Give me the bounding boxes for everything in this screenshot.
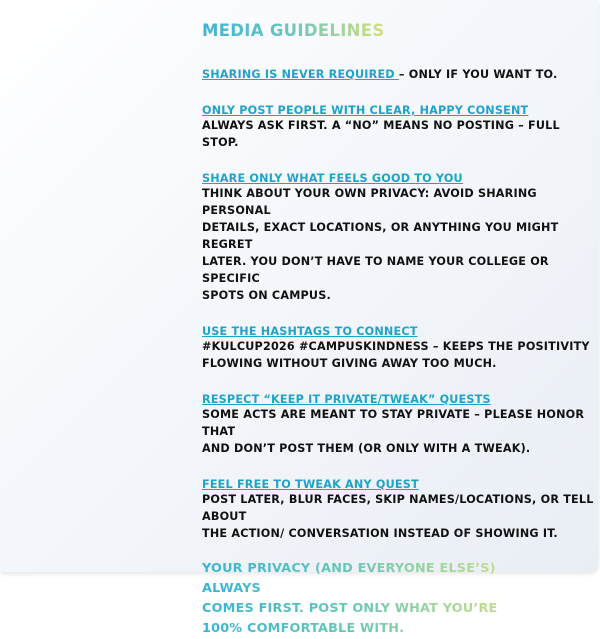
guideline-text: – ONLY IF YOU WANT TO. (398, 68, 558, 81)
guideline-text: ALWAYS ASK FIRST. A “NO” MEANS NO POSTING – FULL STOP. (202, 119, 560, 149)
guideline-hashtags (202, 321, 598, 372)
guideline-heading: SHARE ONLY WHAT FEELS GOOD TO YOU (202, 172, 463, 185)
privacy-footer-statement: YOUR PRIVACY (AND EVERYONE ELSE’S) ALWAYS COMES FIRST. POST ONLY WHAT YOU’RE 100% COMFORTABLE WITH. (202, 559, 532, 639)
guidelines-content (202, 20, 598, 639)
guideline-text: #KULCUP2026 #CAMPUSKINDNESS – KEEPS THE POSITIVITY FLOWING WITHOUT GIVING AWAY TOO MUCH. (202, 340, 590, 370)
guideline-privacy (202, 168, 598, 304)
guideline-consent (202, 100, 598, 151)
guideline-heading: SHARING IS NEVER REQUIRED (202, 68, 399, 81)
guideline-private-quests (202, 389, 598, 457)
guideline-heading: RESPECT “KEEP IT PRIVATE/TWEAK” QUESTS (202, 393, 491, 406)
guideline-sharing-optional (202, 63, 598, 83)
guideline-text: POST LATER, BLUR FACES, SKIP NAMES/LOCATIONS, OR TELL ABOUT THE ACTION/ CONVERSATION INSTEAD OF SHOWING IT. (202, 493, 594, 540)
guideline-tweak (202, 474, 598, 542)
page-title: MEDIA GUIDELINES (202, 21, 385, 40)
guideline-heading: FEEL FREE TO TWEAK ANY QUEST (202, 478, 419, 491)
guideline-text: THINK ABOUT YOUR OWN PRIVACY: AVOID SHARING PERSONAL DETAILS, EXACT LOCATIONS, OR ANYTHING YOU MIGHT REGRET LATER. YOU DON’T HAVE TO NAME YOUR COLLEGE OR SPECIFIC SPOTS ON CAMPUS. (202, 187, 559, 302)
guideline-text: SOME ACTS ARE MEANT TO STAY PRIVATE – PLEASE HONOR THAT AND DON’T POST THEM (OR ONLY WITH A TWEAK). (202, 408, 585, 455)
guideline-heading: ONLY POST PEOPLE WITH CLEAR, HAPPY CONSENT (202, 104, 529, 117)
guideline-heading: USE THE HASHTAGS TO CONNECT (202, 325, 418, 338)
